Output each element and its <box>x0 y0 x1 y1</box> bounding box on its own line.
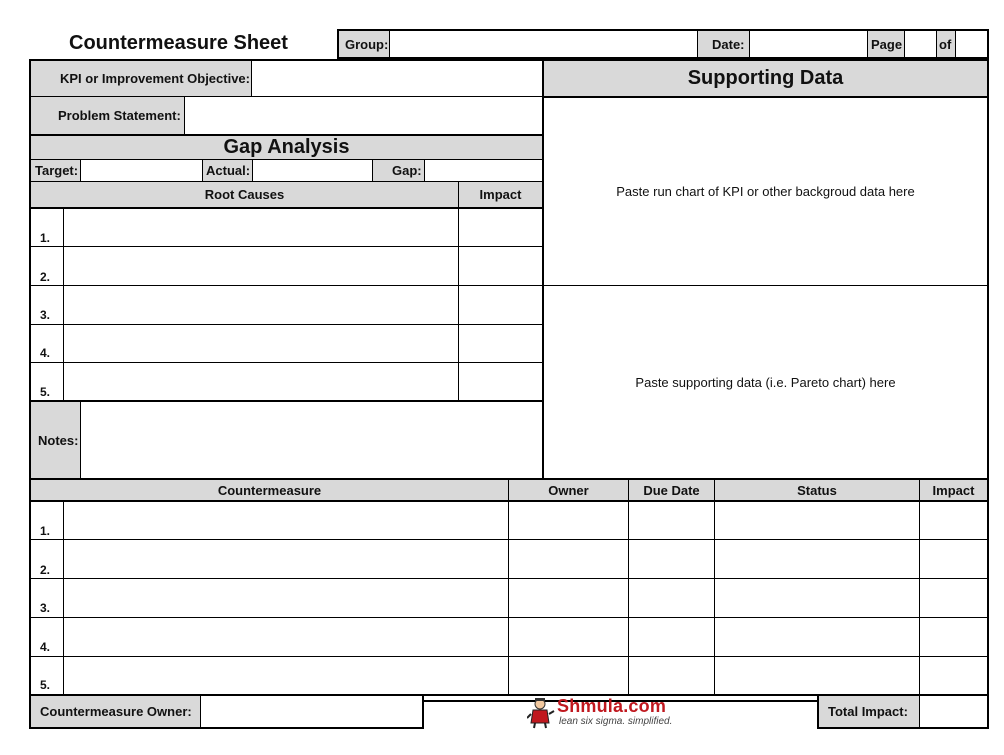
gap-label: Gap: <box>373 160 424 181</box>
countermeasure-number: 3. <box>40 601 51 615</box>
problem-field[interactable] <box>185 97 541 134</box>
target-field[interactable] <box>81 160 202 181</box>
sheet-title: Countermeasure Sheet <box>69 32 288 54</box>
due-date-header: Due Date <box>643 482 700 498</box>
countermeasure-number: 2. <box>40 563 51 577</box>
group-label: Group: <box>339 31 390 57</box>
impact-header: Impact <box>932 482 975 498</box>
root-cause-number: 1. <box>40 231 51 245</box>
root-cause-field[interactable] <box>64 209 458 246</box>
target-label: Target: <box>31 160 80 181</box>
total-impact-field[interactable] <box>920 696 987 727</box>
date-field[interactable] <box>750 31 867 57</box>
problem-label: Problem Statement: <box>31 97 184 134</box>
shmula-logo <box>527 696 702 730</box>
divider <box>714 480 715 694</box>
actual-label: Actual: <box>203 160 252 181</box>
countermeasure-field[interactable] <box>64 657 508 694</box>
countermeasure-number: 5. <box>40 678 51 692</box>
gap-field[interactable] <box>425 160 541 181</box>
actual-field[interactable] <box>253 160 372 181</box>
owner-header: Owner <box>548 482 589 498</box>
divider <box>458 209 459 401</box>
date-label: Date: <box>698 31 749 57</box>
countermeasure-number: 4. <box>40 640 51 654</box>
total-impact-label: Total Impact: <box>819 696 919 727</box>
countermeasure-field[interactable] <box>64 502 508 539</box>
pareto-placeholder: Paste supporting data (i.e. Pareto chart) here <box>635 374 896 390</box>
kpi-label: KPI or Improvement Objective: <box>31 61 251 96</box>
root-cause-field[interactable] <box>64 247 458 285</box>
mascot-icon <box>527 697 555 729</box>
kpi-field[interactable] <box>252 61 541 96</box>
countermeasure-number: 1. <box>40 524 51 538</box>
root-cause-number: 2. <box>40 270 51 284</box>
root-cause-number: 5. <box>40 385 51 399</box>
countermeasure-field[interactable] <box>64 579 508 617</box>
supporting-data-title: Supporting Data <box>544 61 987 96</box>
notes-field[interactable] <box>81 402 541 478</box>
logo-tagline: lean six sigma. simplified. <box>559 716 673 727</box>
notes-label: Notes: <box>31 402 80 478</box>
run-chart-placeholder: Paste run chart of KPI or other backgroud data here <box>616 184 915 199</box>
countermeasure-owner-field[interactable] <box>201 696 422 727</box>
countermeasure-header: Countermeasure <box>217 482 322 498</box>
root-cause-number: 3. <box>40 308 51 322</box>
root-impact-header: Impact <box>459 182 542 207</box>
of-label: of <box>937 31 955 57</box>
gap-analysis-title: Gap Analysis <box>31 136 542 159</box>
root-cause-field[interactable] <box>64 325 458 362</box>
status-header: Status <box>797 482 837 498</box>
page-field[interactable] <box>905 31 936 57</box>
countermeasure-field[interactable] <box>64 618 508 656</box>
pareto-area[interactable] <box>544 286 987 478</box>
countermeasure-field[interactable] <box>64 540 508 578</box>
of-field[interactable] <box>956 31 987 57</box>
root-cause-field[interactable] <box>64 363 458 400</box>
divider <box>919 480 920 694</box>
logo-name: Shmula.com <box>557 696 667 716</box>
divider <box>508 480 509 694</box>
page-label: Page <box>868 31 904 57</box>
countermeasure-owner-label: Countermeasure Owner: <box>31 696 200 727</box>
root-causes-header: Root Causes <box>31 182 458 207</box>
root-cause-field[interactable] <box>64 286 458 324</box>
group-field[interactable] <box>390 31 697 57</box>
run-chart-area[interactable] <box>544 98 987 285</box>
root-cause-number: 4. <box>40 346 51 360</box>
divider <box>628 480 629 694</box>
